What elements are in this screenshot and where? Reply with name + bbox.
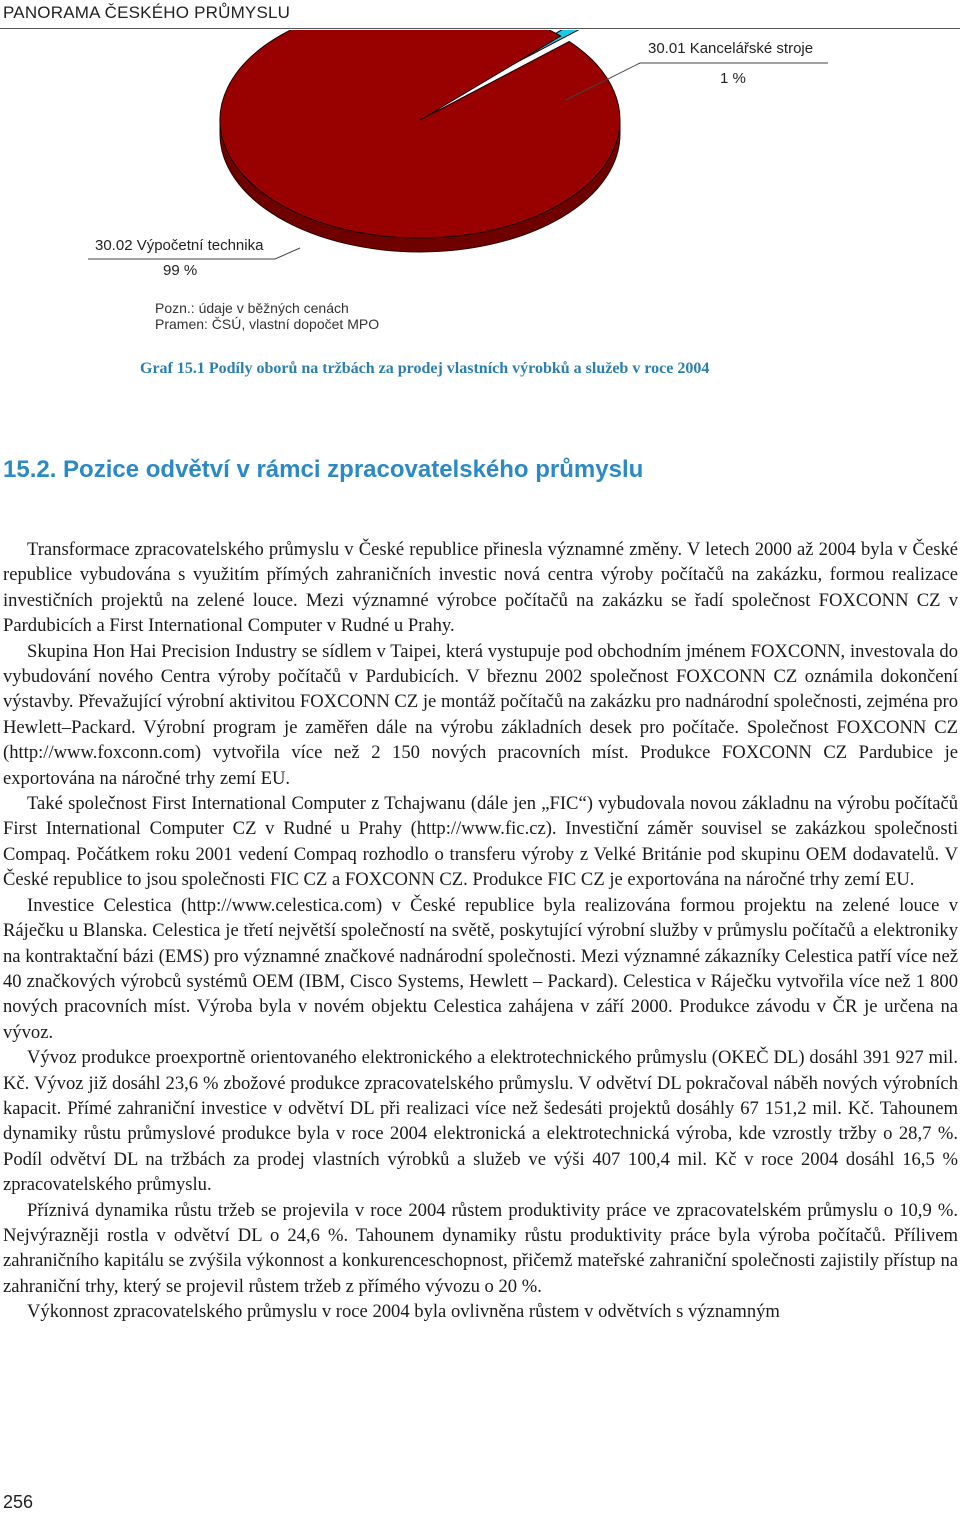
figure-caption: Graf 15.1 Podíly oborů na tržbách za prodej vlastních výrobků a služeb v roce 2004 [140, 360, 710, 377]
paragraph: Investice Celestica (http://www.celestica.com) v České republice byla realizována formou projektu na zelené louce v Ráječku u Blanska. Celestica je třetí největší společností na světě, poskytující výrobní služby v průmyslu počítačů a elektroniky na kontraktační bázi (EMS) pro významné značkové nadnárodní společnosti. Mezi významné zákazníky Celestica patří více než 40 značkových výrobců systémů OEM (IBM, Cisco Systems, Hewlett – Packard). Celestica v Ráječku vytvořila více než 1 800 nových pracovních míst. Výroba byla v novém objektu Celestica zahájena v září 2000. Produkce závodu v ČR je určena na vývoz. [3, 894, 958, 1043]
pie-chart-svg [0, 30, 960, 340]
slice-value-kancelarske: 1 % [720, 70, 746, 87]
running-header: PANORAMA ČESKÉHO PRŮMYSLU [3, 3, 291, 22]
paragraph: Vývoz produkce proexportně orientovaného elektronického a elektrotechnického průmyslu (OKEČ DL) dosáhl 391 927 mil. Kč. Vývoz již dosáhl 23,6 % zbožové produkce zpracovatelského průmyslu. V odvětví DL pokračoval náběh nových výrobních kapacit. Přímé zahraniční investice v odvětví DL při realizaci více než šedesáti projektů dosáhly 67 151,2 mil. Kč. Tahounem dynamiky růstu průmyslové produkce byla v roce 2004 elektronická a elektrotechnická výroba, kde vzrostly tržby o 28,7 %. Podíl odvětví DL na tržbách za prodej vlastních výrobků a služeb ve výši 407 100,4 mil. Kč v roce 2004 dosáhl 16,5 % zpracovatelského průmyslu. [3, 1047, 958, 1196]
paragraph: Také společnost First International Computer z Tchajwanu (dále jen „FIC“) vybudovala novou základnu na výrobu počítačů First International Computer CZ v Rudné u Prahy (http://www.fic.cz). Investiční záměr souvisel se zakázkou společnosti Compaq. Počátkem roku 2001 vedení Compaq rozhodlo o transferu výroby z Velké Británie pod skupinu OEM dodavatelů. V České republice to jsou společnosti FIC CZ a FOXCONN CZ. Produkce FIC CZ je exportována na náročné trhy zemí EU. [3, 793, 958, 891]
leader-line-vypocetni [275, 248, 300, 259]
paragraph: Skupina Hon Hai Precision Industry se sídlem v Taipei, která vystupuje pod obchodním jménem FOXCONN, investovala do vybudování nového Centra výroby počítačů v Pardubicích. V březnu 2002 společnost FOXCONN CZ oznámila dokončení výstavby. Převažující výrobní aktivitou FOXCONN CZ je montáž počítačů na zakázku pro nadnárodní společnosti, zejména pro Hewlett–Packard. Výrobní program je zaměřen dále na výrobu základních desek pro počítače. Společnost FOXCONN CZ (http://www.foxconn.com) vytvořila více než 2 150 nových pracovních míst. Produkce FOXCONN CZ Pardubice je exportována na náročné trhy zemí EU. [3, 640, 958, 789]
pie-chart [0, 30, 960, 340]
paragraph: Příznivá dynamika růstu tržeb se projevila v roce 2004 růstem produktivity práce ve zpracovatelském průmyslu o 10,9 %. Nejvýrazněji rostla v odvětví DL o 24,6 %. Tahounem dynamiky růstu produktivity práce byla výroba počítačů. Přílivem zahraničního kapitálu se zvýšila výkonnost a konkurenceschopnost, přičemž mateřské zahraniční společnosti zajistily přístup na zahraniční trhy, který se projevil růstem tržeb z přímého vývozu o 20 %. [3, 1199, 958, 1297]
page-number: 256 [3, 1492, 34, 1512]
note-source: Pramen: ČSÚ, vlastní dopočet MPO [155, 316, 380, 332]
slice-value-vypocetni: 99 % [163, 262, 198, 279]
note-prices: Pozn.: údaje v běžných cenách [155, 300, 349, 316]
slice-label-vypocetni: 30.02 Výpočetní technika [95, 237, 264, 254]
paragraph: Výkonnost zpracovatelského průmyslu v roce 2004 byla ovlivněna růstem v odvětvích s významným [27, 1301, 780, 1323]
header-rule [0, 28, 960, 29]
section-title: 15.2. Pozice odvětví v rámci zpracovatelského průmyslu [3, 456, 644, 483]
body-text [3, 537, 958, 1325]
paragraph: Transformace zpracovatelského průmyslu v České republice přinesla významné změny. V letech 2000 až 2004 byla v České republice vybudována s využitím přímých zahraničních investic nová centra výroby počítačů na zakázku, formou realizace investičních projektů na zelené louce. Mezi významné výrobce počítačů na zakázku se řadí společnost FOXCONN CZ v Pardubicích a First International Computer v Rudné u Prahy. [3, 539, 958, 637]
slice-label-kancelarske: 30.01 Kancelářské stroje [648, 40, 814, 57]
